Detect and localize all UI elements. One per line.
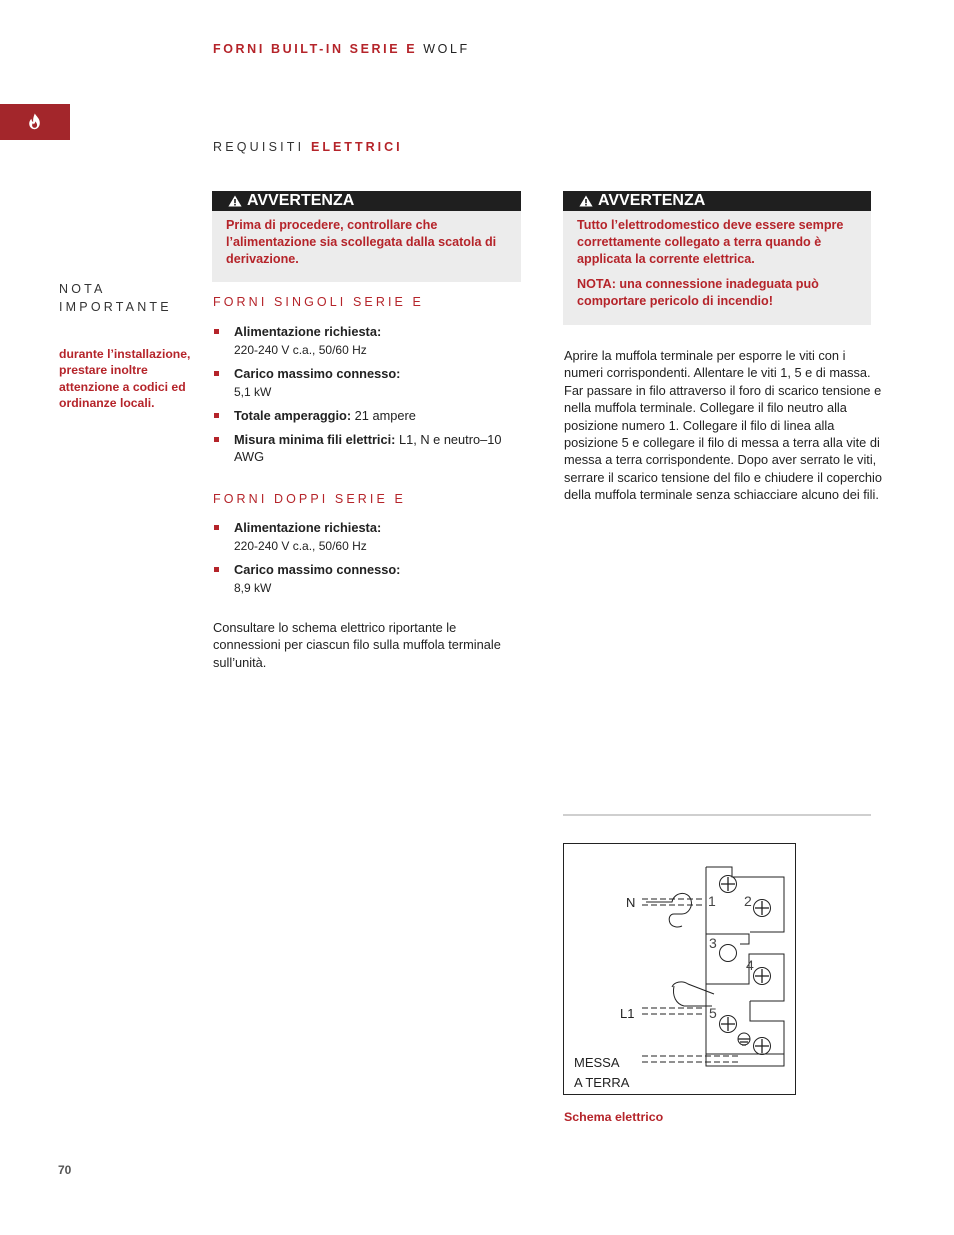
warning-box-grounding <box>563 191 871 325</box>
warning-box-disconnect <box>212 191 521 282</box>
spec-item: Alimentazione richiesta: 220-240 V c.a., 50/60 Hz <box>213 323 513 359</box>
divider <box>563 814 871 816</box>
spec-item: Alimentazione richiesta: 220-240 V c.a., 50/60 Hz <box>213 519 513 555</box>
warning-triangle-icon <box>579 195 593 207</box>
single-ovens-specs <box>213 323 513 472</box>
warning-header <box>212 191 521 211</box>
section-title-prefix: REQUISITI <box>213 140 305 154</box>
page-number: 70 <box>58 1163 72 1177</box>
running-header <box>213 42 470 56</box>
warning-header <box>563 191 871 211</box>
section-title <box>213 140 403 154</box>
note-line-2: IMPORTANTE <box>59 300 172 314</box>
spec-item: Carico massimo connesso: 5,1 kW <box>213 365 513 401</box>
spec-item: Carico massimo connesso: 8,9 kW <box>213 561 513 597</box>
label-ground-1: MESSA <box>574 1055 620 1070</box>
important-note-text: durante l’installazione, prestare inoltre attenzione a codici ed ordinanze locali. <box>59 347 191 410</box>
terminal-3: 3 <box>709 935 717 951</box>
label-line: L1 <box>620 1006 635 1021</box>
warning-text-grounding: Tutto l’elettrodomestico deve essere sempre correttamente collegato a terra quando è applicata la corrente elettrica. <box>577 218 844 266</box>
double-ovens-specs <box>213 519 513 603</box>
label-neutral: N <box>626 895 636 910</box>
header-title: FORNI BUILT-IN SERIE E <box>213 42 418 56</box>
diagram-caption: Schema elettrico <box>564 1110 664 1124</box>
section-title-highlight: ELETTRICI <box>311 140 403 154</box>
terminal-1: 1 <box>708 893 716 909</box>
important-note-heading <box>59 280 172 316</box>
label-ground-2: A TERRA <box>574 1075 630 1090</box>
spec-item: Totale amperaggio: 21 ampere <box>213 407 513 425</box>
wiring-diagram-reference: Consultare lo schema elettrico riportante le connessioni per ciascun filo sulla muffola terminale sull’unità. <box>213 620 501 670</box>
flame-icon <box>28 113 41 130</box>
wiring-instructions: Aprire la muffola terminale per esporre le viti con i numeri corrispondenti. Allentare le viti 1, 5 e di massa. Far passare in filo attraverso il foro di scarico tensione e nella muffola terminale. Collegare il filo neutro alla posizione numero 1. Collegare il filo di linea alla posizione 5 e collegare il filo di messa a terra alla vite di messa a terra corrispondente. Dopo aver serrato le viti, serrare il scarico tensione del filo e chiudere il coperchio della muffola terminale senza schiacciare alcuno dei fili. <box>564 348 882 503</box>
terminal-block-drawing <box>564 844 795 1094</box>
section-tab <box>0 104 70 140</box>
warning-triangle-icon <box>228 195 242 207</box>
warning-title: AVVERTENZA <box>247 192 355 209</box>
warning-title: AVVERTENZA <box>598 192 706 209</box>
single-ovens-heading: FORNI SINGOLI SERIE E <box>213 295 424 309</box>
terminal-5: 5 <box>709 1005 717 1021</box>
note-line-1: NOTA <box>59 282 106 296</box>
terminal-2: 2 <box>744 893 752 909</box>
warning-text: Prima di procedere, controllare che l’alimentazione sia scollegata dalla scatola di derivazione. <box>226 218 497 266</box>
wiring-diagram <box>563 843 796 1095</box>
warning-text-fire: NOTA: una connessione inadeguata può comportare pericolo di incendio! <box>577 277 819 308</box>
terminal-4: 4 <box>746 957 754 973</box>
double-ovens-heading: FORNI DOPPI SERIE E <box>213 492 406 506</box>
spec-item: Misura minima fili elettrici: L1, N e neutro–10 AWG <box>213 431 513 466</box>
header-brand: WOLF <box>423 42 470 56</box>
